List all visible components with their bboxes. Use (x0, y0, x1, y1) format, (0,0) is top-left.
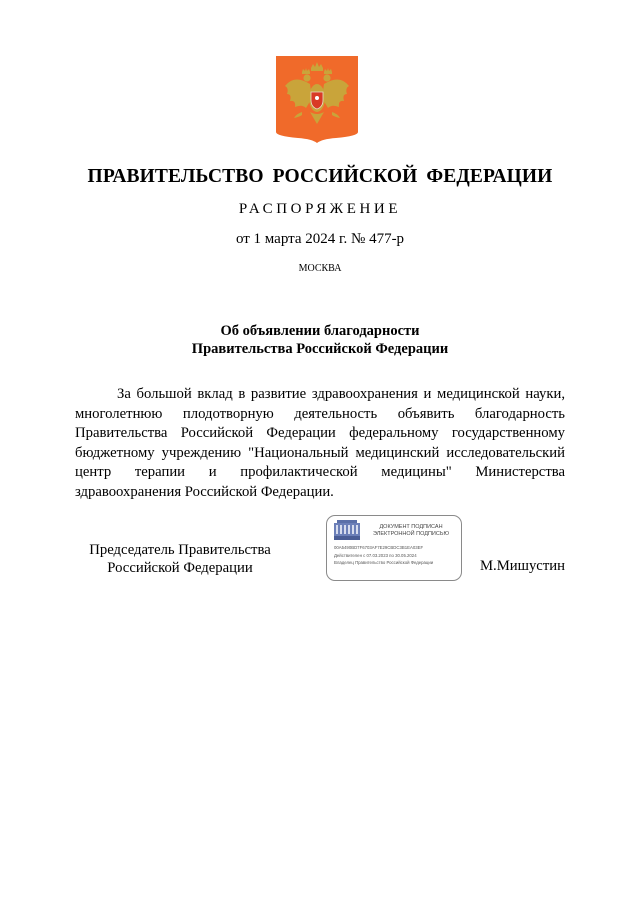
government-title: ПРАВИТЕЛЬСТВО РОССИЙСКОЙ ФЕДЕРАЦИИ (87, 166, 553, 187)
signer-position-line-2: Российской Федерации (107, 560, 253, 576)
signer-position-line-1: Председатель Правительства (89, 542, 271, 558)
signer-position (75, 541, 285, 577)
document-date-number: от 1 марта 2024 г. № 477-р (235, 231, 405, 247)
certificate-owner: Владелец Правительство Российской Федерации (334, 560, 434, 565)
subject-line-2: Правительства Российской Федерации (191, 341, 449, 357)
stamp-title-line-2: ЭЛЕКТРОННОЙ ПОДПИСЬЮ (372, 531, 450, 537)
coat-of-arms-emblem (276, 56, 358, 143)
certificate-validity: Действителен с 07.03.2023 по 30.05.2024 (334, 553, 417, 558)
stamp-title-line-1: ДОКУМЕНТ ПОДПИСАН (379, 524, 443, 530)
subject-line-1: Об объявлении благодарности (220, 323, 420, 339)
document-type: РАСПОРЯЖЕНИЕ (238, 201, 402, 217)
body-paragraph: За большой вклад в развитие здравоохранения и медицинской науки, многолетнюю плодотворную деятельность объявить благодарность Правительства Российской Федерации федеральному государственному бюджетному учреждению "Национальный медицинский исследовательский центр терапии и профилактической медицины" Министерства здравоохранения Российской Федерации. (75, 386, 565, 500)
government-building-icon (334, 520, 360, 540)
stamp-title (363, 524, 459, 538)
signer-name: М.Мишустин (480, 558, 565, 574)
document-subject (0, 322, 640, 358)
document-city: МОСКВА (298, 263, 342, 274)
certificate-serial: 00A5490BD7F6703AF7E29CBDC3B1EA03EF (334, 545, 424, 550)
electronic-signature-stamp (326, 515, 462, 581)
